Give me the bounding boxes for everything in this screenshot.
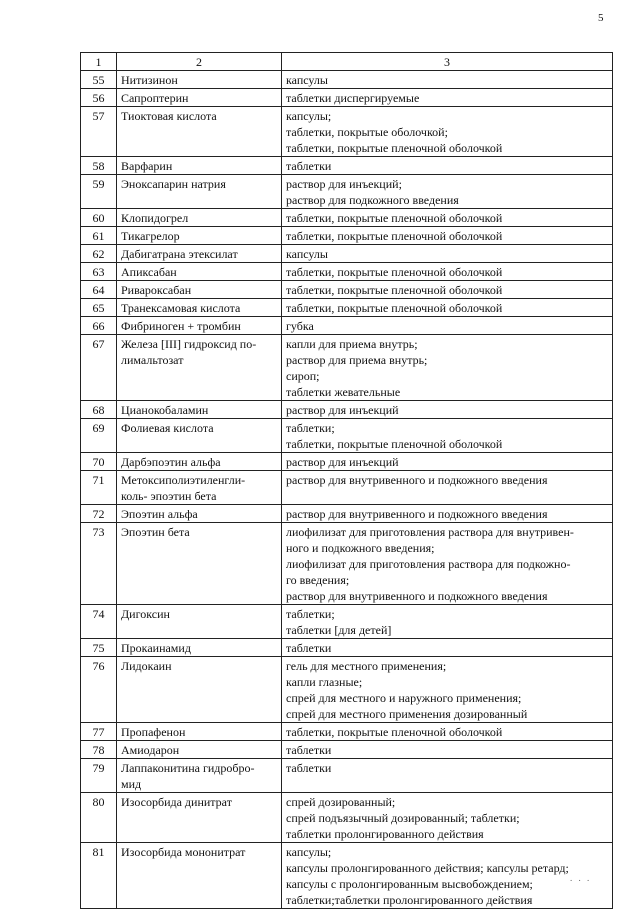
dosage-form: раствор для приема внутрь; (286, 353, 428, 367)
dosage-form-cell (282, 175, 613, 209)
dosage-form: таблетки, покрытые оболочкой; (286, 125, 448, 139)
drug-name: лимальтозат (121, 353, 184, 367)
dosage-form: таблетки (286, 743, 332, 757)
drug-name: Эноксапарин натрия (121, 177, 226, 191)
row-number: 70 (81, 453, 117, 471)
dosage-form: раствор для внутривенного и подкожного введения (286, 473, 548, 487)
dosage-form-cell (282, 107, 613, 157)
dosage-form-cell (282, 209, 613, 227)
table-row (81, 157, 613, 175)
drug-name: Дабигатрана этексилат (121, 247, 238, 261)
drug-name-cell (117, 107, 282, 157)
dosage-form: раствор для инъекций (286, 455, 399, 469)
drug-name: Нитизинон (121, 73, 178, 87)
table-row (81, 227, 613, 245)
dosage-form: капсулы с пролонгированным высвобождением; (286, 877, 533, 891)
drug-name: Транексамовая кислота (121, 301, 241, 315)
drug-name-cell (117, 505, 282, 523)
table-row (81, 175, 613, 209)
table-row (81, 209, 613, 227)
dosage-form: ного и подкожного введения; (286, 541, 435, 555)
dosage-form: спрей для местного применения дозированный (286, 707, 528, 721)
dosage-form: таблетки диспергируемые (286, 91, 420, 105)
drug-name: Тикагрелор (121, 229, 180, 243)
dosage-form: спрей дозированный; (286, 795, 396, 809)
dosage-form: раствор для внутривенного и подкожного введения (286, 507, 548, 521)
drug-name-cell (117, 317, 282, 335)
drug-name: Клопидогрел (121, 211, 189, 225)
drug-name-cell (117, 401, 282, 419)
drug-name-cell (117, 227, 282, 245)
drug-name: Дигоксин (121, 607, 170, 621)
row-number: 66 (81, 317, 117, 335)
dosage-form: таблетки (286, 641, 332, 655)
dosage-form: таблетки; (286, 607, 335, 621)
dosage-form: таблетки, покрытые пленочной оболочкой (286, 211, 503, 225)
dosage-form: капсулы; (286, 109, 332, 123)
dosage-form: раствор для внутривенного и подкожного введения (286, 589, 548, 603)
drug-name-cell (117, 639, 282, 657)
dosage-form-cell (282, 245, 613, 263)
row-number: 64 (81, 281, 117, 299)
row-number: 81 (81, 843, 117, 909)
drug-name: Лаппаконитина гидробро- (121, 761, 255, 775)
table-row (81, 107, 613, 157)
dosage-form: таблетки;таблетки пролонгированного действия (286, 893, 533, 907)
dosage-form: лиофилизат для приготовления раствора для внутривен- (286, 525, 574, 539)
dosage-form-cell (282, 227, 613, 245)
table-row (81, 843, 613, 909)
drug-name-cell (117, 335, 282, 401)
drug-name: Фолиевая кислота (121, 421, 214, 435)
table-row (81, 505, 613, 523)
dosage-form-cell (282, 605, 613, 639)
drug-name-cell (117, 299, 282, 317)
row-number: 58 (81, 157, 117, 175)
drug-name-cell (117, 759, 282, 793)
table-row (81, 471, 613, 505)
row-number: 56 (81, 89, 117, 107)
table-row (81, 741, 613, 759)
table-row (81, 89, 613, 107)
drug-name: Эпоэтин альфа (121, 507, 198, 521)
table-row (81, 723, 613, 741)
drug-table-body (81, 53, 613, 909)
row-number: 62 (81, 245, 117, 263)
table-row (81, 605, 613, 639)
dosage-form-cell (282, 723, 613, 741)
dosage-form: таблетки, покрытые пленочной оболочкой (286, 141, 503, 155)
drug-name: Сапроптерин (121, 91, 189, 105)
table-row (81, 317, 613, 335)
dosage-form-cell (282, 317, 613, 335)
drug-name: Пропафенон (121, 725, 186, 739)
row-number: 67 (81, 335, 117, 401)
table-row (81, 793, 613, 843)
dosage-form: го введения; (286, 573, 350, 587)
drug-name-cell (117, 175, 282, 209)
dosage-form-cell (282, 657, 613, 723)
drug-name-cell (117, 453, 282, 471)
dosage-form: капсулы пролонгированного действия; капсулы ретард; (286, 861, 569, 875)
table-row (81, 639, 613, 657)
dosage-form-cell (282, 281, 613, 299)
row-number: 65 (81, 299, 117, 317)
drug-name-cell (117, 245, 282, 263)
dosage-form: лиофилизат для приготовления раствора для подкожно- (286, 557, 571, 571)
drug-name-cell (117, 419, 282, 453)
drug-name-cell (117, 843, 282, 909)
row-number: 73 (81, 523, 117, 605)
drug-name: Амиодарон (121, 743, 180, 757)
drug-name-cell (117, 263, 282, 281)
drug-name: Лидокаин (121, 659, 172, 673)
row-number: 63 (81, 263, 117, 281)
dosage-form: раствор для инъекций (286, 403, 399, 417)
dosage-form: таблетки, покрытые пленочной оболочкой (286, 301, 503, 315)
drug-name: Апиксабан (121, 265, 177, 279)
dosage-form: таблетки, покрытые пленочной оболочкой (286, 265, 503, 279)
drug-name: Дарбэпоэтин альфа (121, 455, 221, 469)
dosage-form-cell (282, 793, 613, 843)
row-number: 76 (81, 657, 117, 723)
dosage-form-cell (282, 639, 613, 657)
table-row (81, 281, 613, 299)
dosage-form-cell (282, 505, 613, 523)
row-number: 59 (81, 175, 117, 209)
row-number: 74 (81, 605, 117, 639)
row-number: 60 (81, 209, 117, 227)
column-header-form: 3 (282, 53, 613, 71)
drug-name: Ривароксабан (121, 283, 192, 297)
row-number: 78 (81, 741, 117, 759)
dosage-form: спрей для местного и наружного применения; (286, 691, 522, 705)
dosage-form: спрей подъязычный дозированный; таблетки; (286, 811, 520, 825)
dosage-form-cell (282, 401, 613, 419)
dosage-form: таблетки, покрытые пленочной оболочкой (286, 283, 503, 297)
row-number: 61 (81, 227, 117, 245)
table-row (81, 419, 613, 453)
dosage-form-cell (282, 335, 613, 401)
drug-name-cell (117, 523, 282, 605)
row-number: 77 (81, 723, 117, 741)
drug-name-cell (117, 723, 282, 741)
drug-name-cell (117, 157, 282, 175)
dosage-form-cell (282, 523, 613, 605)
dosage-form: таблетки (286, 761, 332, 775)
table-row (81, 657, 613, 723)
drug-name: Метоксиполиэтиленгли- (121, 473, 246, 487)
drug-name-cell (117, 793, 282, 843)
row-number: 55 (81, 71, 117, 89)
dosage-form-cell (282, 419, 613, 453)
drug-name: Железа [III] гидроксид по- (121, 337, 257, 351)
row-number: 79 (81, 759, 117, 793)
table-row (81, 245, 613, 263)
row-number: 68 (81, 401, 117, 419)
table-row (81, 335, 613, 401)
dosage-form-cell (282, 263, 613, 281)
drug-name-cell (117, 89, 282, 107)
column-header-number: 1 (81, 53, 117, 71)
drug-name-cell (117, 209, 282, 227)
row-number: 75 (81, 639, 117, 657)
drug-name: Варфарин (121, 159, 173, 173)
drug-name: Тиоктовая кислота (121, 109, 217, 123)
drug-name: Прокаинамид (121, 641, 191, 655)
footer-mark: . . . (570, 873, 592, 883)
drug-name: коль- эпоэтин бета (121, 489, 217, 503)
drug-name: Фибриноген + тромбин (121, 319, 241, 333)
dosage-form: гель для местного применения; (286, 659, 447, 673)
dosage-form: сироп; (286, 369, 320, 383)
row-number: 72 (81, 505, 117, 523)
dosage-form: капли глазные; (286, 675, 363, 689)
drug-name: Изосорбида динитрат (121, 795, 232, 809)
row-number: 71 (81, 471, 117, 505)
row-number: 69 (81, 419, 117, 453)
table-row (81, 299, 613, 317)
table-row (81, 759, 613, 793)
dosage-form: таблетки, покрытые пленочной оболочкой (286, 725, 503, 739)
dosage-form: таблетки [для детей] (286, 623, 392, 637)
dosage-form: таблетки (286, 159, 332, 173)
dosage-form-cell (282, 89, 613, 107)
dosage-form: таблетки, покрытые пленочной оболочкой (286, 437, 503, 451)
drug-name: Изосорбида мононитрат (121, 845, 246, 859)
drug-name-cell (117, 657, 282, 723)
drug-name-cell (117, 281, 282, 299)
dosage-form-cell (282, 741, 613, 759)
drug-name: Эпоэтин бета (121, 525, 190, 539)
drug-name-cell (117, 71, 282, 89)
dosage-form-cell (282, 471, 613, 505)
table-row (81, 401, 613, 419)
dosage-form-cell (282, 453, 613, 471)
table-row (81, 71, 613, 89)
row-number: 57 (81, 107, 117, 157)
dosage-form-cell (282, 299, 613, 317)
dosage-form: капли для приема внутрь; (286, 337, 418, 351)
page-number: 5 (598, 12, 604, 24)
dosage-form: капсулы (286, 73, 328, 87)
dosage-form-cell (282, 759, 613, 793)
drug-name: мид (121, 777, 142, 791)
dosage-form: таблетки пролонгированного действия (286, 827, 484, 841)
dosage-form: губка (286, 319, 314, 333)
dosage-form-cell (282, 71, 613, 89)
dosage-form: раствор для подкожного введения (286, 193, 459, 207)
dosage-form: таблетки жевательные (286, 385, 401, 399)
drug-table (80, 52, 613, 909)
dosage-form-cell (282, 157, 613, 175)
drug-name: Цианокобаламин (121, 403, 209, 417)
table-row (81, 453, 613, 471)
drug-name-cell (117, 471, 282, 505)
drug-name-cell (117, 741, 282, 759)
table-row (81, 523, 613, 605)
dosage-form: раствор для инъекций; (286, 177, 402, 191)
drug-name-cell (117, 605, 282, 639)
dosage-form-cell (282, 843, 613, 909)
dosage-form: таблетки; (286, 421, 335, 435)
row-number: 80 (81, 793, 117, 843)
dosage-form: таблетки, покрытые пленочной оболочкой (286, 229, 503, 243)
dosage-form: капсулы; (286, 845, 332, 859)
dosage-form: капсулы (286, 247, 328, 261)
column-header-name: 2 (117, 53, 282, 71)
table-header-row (81, 53, 613, 71)
table-row (81, 263, 613, 281)
